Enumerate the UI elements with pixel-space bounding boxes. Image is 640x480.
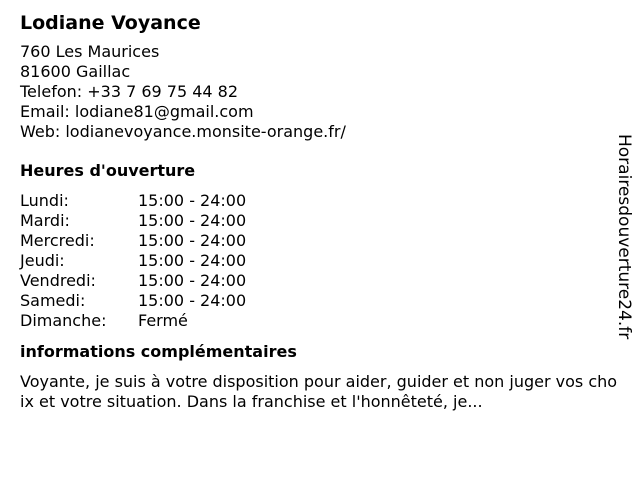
day-label: Lundi: [20,191,69,210]
opening-hours-heading: Heures d'ouverture [20,161,196,180]
opening-hours-table [20,191,610,331]
day-hours: 15:00 - 24:00 [138,231,247,250]
day-hours: Fermé [138,311,188,330]
business-description: Voyante, je suis à votre disposition pour aider, guider et non juger vos choix et votre situation. Dans la franchise et l'honnêteté, je... [20,372,618,411]
day-label: Mardi: [20,211,70,230]
day-hours: 15:00 - 24:00 [138,251,247,270]
day-hours: 15:00 - 24:00 [138,191,247,210]
day-label: Vendredi: [20,271,96,290]
hours-row-samedi [20,291,610,311]
day-label: Jeudi: [20,251,65,270]
hours-row-mercredi [20,231,610,251]
hours-row-mardi [20,211,610,231]
day-hours: 15:00 - 24:00 [138,271,247,290]
day-label: Samedi: [20,291,86,310]
day-hours: 15:00 - 24:00 [138,291,247,310]
day-label: Mercredi: [20,231,95,250]
phone-number: Telefon: +33 7 69 75 44 82 [20,82,239,101]
hours-row-lundi [20,191,610,211]
email-address: Email: lodiane81@gmail.com [20,102,254,121]
additional-info-heading: informations complémentaires [20,342,297,361]
address-street: 760 Les Maurices [20,42,160,61]
day-hours: 15:00 - 24:00 [138,211,247,230]
address-city: 81600 Gaillac [20,62,131,81]
hours-row-jeudi [20,251,610,271]
hours-row-dimanche [20,311,610,331]
business-card [20,10,618,412]
hours-row-vendredi [20,271,610,291]
day-label: Dimanche: [20,311,107,330]
business-name: Lodiane Voyance [20,12,201,34]
site-watermark: Horairesdouverture24.fr [614,134,634,340]
website-url: Web: lodianevoyance.monsite-orange.fr/ [20,122,346,141]
